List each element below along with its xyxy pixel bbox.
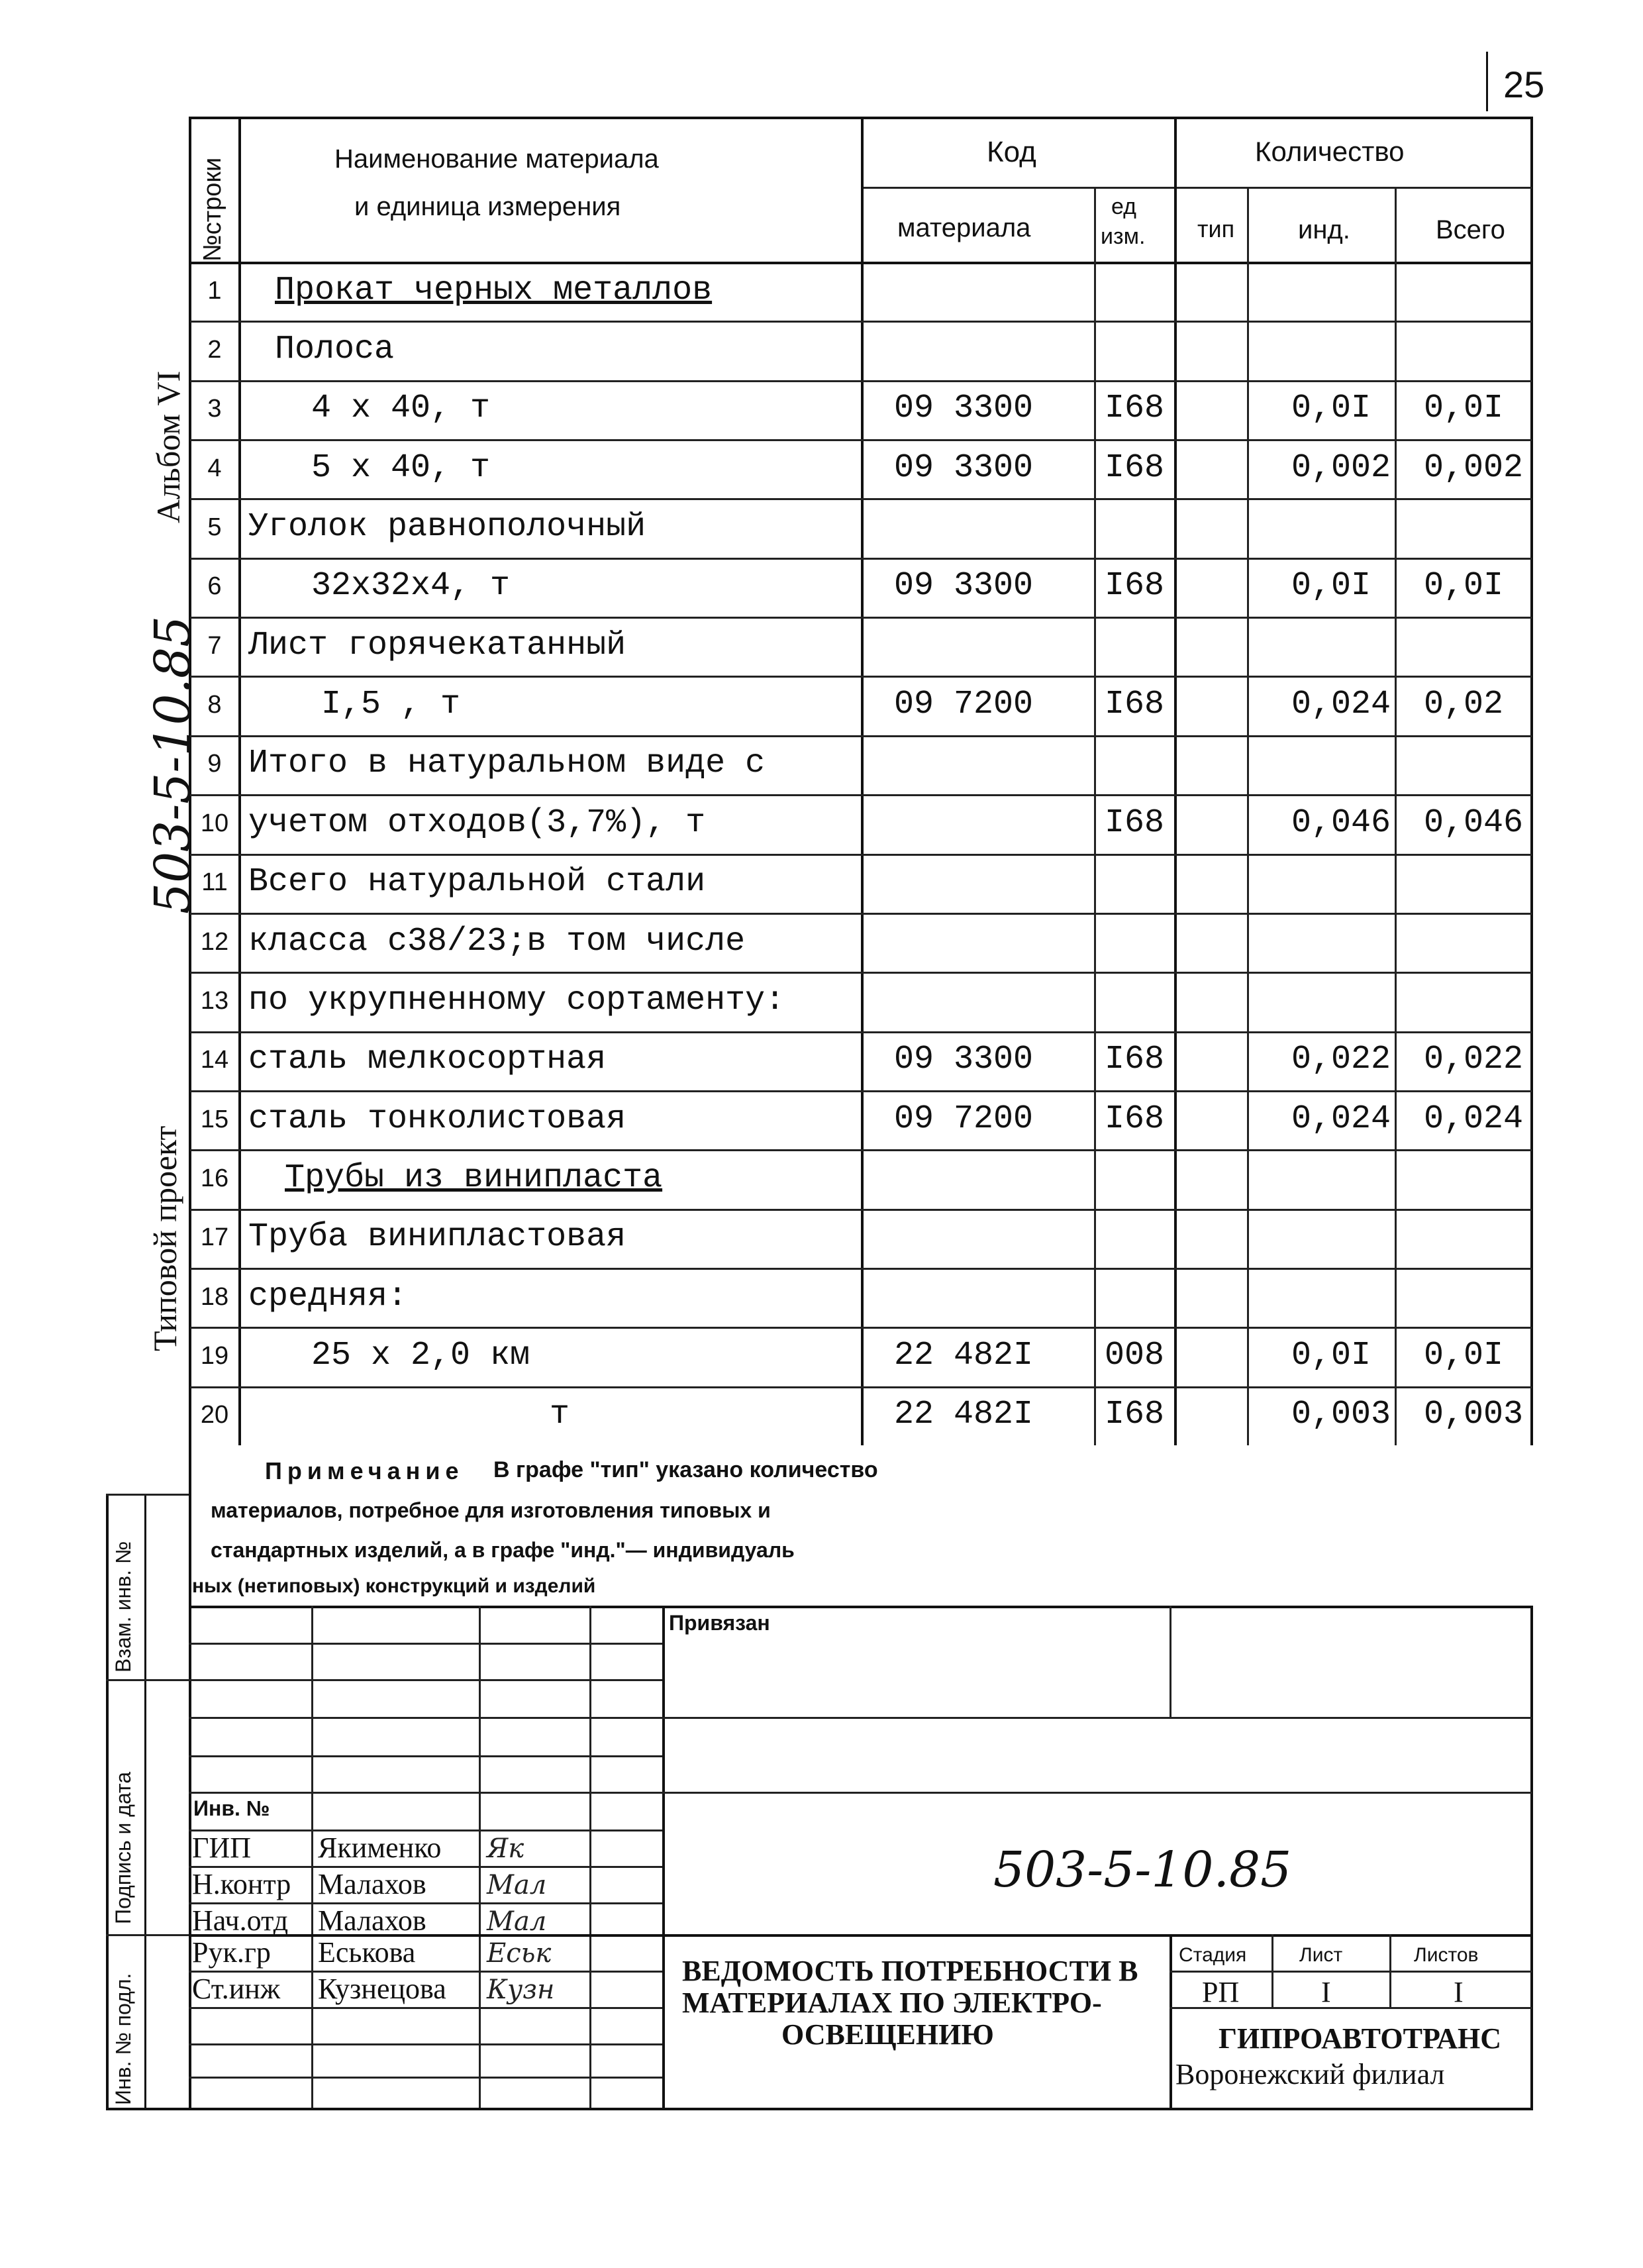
- row-separator: [190, 321, 1532, 323]
- row-separator: [190, 854, 1532, 856]
- vzam-inv-label: Взам. инв. №: [111, 1541, 135, 1673]
- name-header-line1: Наименование материала: [334, 144, 659, 174]
- row-unit: I68: [1105, 567, 1165, 605]
- row-name: 4 х 40, т: [311, 389, 491, 427]
- row-ind: 0,024: [1291, 686, 1391, 723]
- row-separator: [190, 972, 1532, 974]
- staff-signature: Кузн: [487, 1975, 555, 2005]
- row-separator: [190, 1327, 1532, 1329]
- row-separator: [190, 735, 1532, 737]
- row-total: 0,002: [1424, 449, 1524, 487]
- row-name: сталь тонколистовая: [248, 1100, 626, 1138]
- staff-name: Еськова: [318, 1936, 416, 1969]
- row-ind: 0,024: [1291, 1100, 1391, 1138]
- note-line3: стандартных изделий, а в графе "инд."— индивидуаль: [211, 1538, 795, 1562]
- row-name: учетом отходов(3,7%), т: [248, 804, 706, 842]
- staff-role: Н.контр: [192, 1868, 291, 1900]
- staff-name: Якименко: [318, 1831, 442, 1864]
- code-header: Код: [987, 136, 1036, 168]
- row-number: 2: [207, 336, 222, 364]
- row-name: средняя:: [248, 1278, 408, 1315]
- doc-title-line3: ОСВЕЩЕНИЮ: [781, 2018, 994, 2051]
- staff-name: Кузнецова: [318, 1973, 446, 2005]
- row-separator: [190, 794, 1532, 796]
- row-separator: [190, 913, 1532, 915]
- row-number: 3: [207, 395, 222, 423]
- row-total: 0,0I: [1424, 1337, 1504, 1374]
- row-material-code: 09 3300: [894, 1041, 1034, 1078]
- row-total: 0,003: [1424, 1396, 1524, 1433]
- row-total: 0,0I: [1424, 567, 1504, 605]
- row-unit: I68: [1105, 804, 1165, 842]
- row-separator: [190, 1031, 1532, 1033]
- row-number: 1: [207, 277, 222, 305]
- total-header: Всего: [1436, 215, 1505, 244]
- sheet-value: I: [1321, 1976, 1331, 2008]
- ind-header: инд.: [1298, 215, 1350, 244]
- row-total: 0,024: [1424, 1100, 1524, 1138]
- stage-value: РП: [1202, 1976, 1240, 2008]
- row-number: 13: [200, 987, 229, 1015]
- page-number: 25: [1503, 64, 1545, 105]
- staff-role: ГИП: [192, 1831, 251, 1864]
- row-number-header: №строки: [199, 157, 226, 262]
- row-name: класса с38/23;в том числе: [248, 923, 746, 960]
- note-line1: В графе "тип" указано количество: [493, 1457, 878, 1482]
- row-total: 0,0I: [1424, 389, 1504, 427]
- row-separator: [190, 498, 1532, 500]
- staff-role: Ст.инж: [192, 1973, 281, 2005]
- staff-name: Малахов: [318, 1904, 426, 1937]
- row-name: Уголок равнополочный: [248, 508, 646, 546]
- row-unit: I68: [1105, 686, 1165, 723]
- row-separator: [190, 1268, 1532, 1270]
- doc-code: 503-5-10.85: [993, 1841, 1292, 1898]
- material-code-header: материала: [897, 213, 1031, 242]
- name-header-line2: и единица измерения: [354, 192, 621, 221]
- row-separator: [190, 1386, 1532, 1388]
- typical-project-label: Типовой проект: [146, 1125, 183, 1351]
- row-ind: 0,022: [1291, 1041, 1391, 1078]
- album-label: Альбом VI: [150, 370, 187, 523]
- row-name: по укрупненному сортаменту:: [248, 982, 785, 1019]
- row-number: 5: [207, 513, 222, 541]
- staff-signature: Еськ: [487, 1938, 552, 1969]
- row-number: 12: [200, 928, 229, 956]
- staff-signature: Мал: [487, 1870, 547, 1900]
- row-number: 19: [200, 1342, 229, 1370]
- note-title: Примечание: [265, 1457, 464, 1484]
- row-name: сталь мелкосортная: [248, 1041, 607, 1078]
- row-name: Итого в натуральном виде с: [248, 745, 766, 782]
- margin-project-code: 503-5-10.85: [144, 615, 201, 914]
- doc-title-line1: ВЕДОМОСТЬ ПОТРЕБНОСТИ В: [682, 1955, 1138, 1987]
- row-total: 0,046: [1424, 804, 1524, 842]
- row-unit: 008: [1105, 1337, 1165, 1374]
- privyazan-label: Привязан: [669, 1611, 770, 1635]
- row-number: 9: [207, 750, 222, 778]
- row-separator: [190, 1149, 1532, 1151]
- row-number: 14: [200, 1046, 229, 1074]
- org-line2: Воронежский филиал: [1175, 2058, 1445, 2090]
- row-separator: [190, 439, 1532, 441]
- row-material-code: 09 3300: [894, 567, 1034, 605]
- row-ind: 0,0I: [1291, 567, 1371, 605]
- sheets-value: I: [1454, 1976, 1464, 2008]
- row-number: 6: [207, 572, 222, 600]
- row-name: I,5 , т: [321, 686, 461, 723]
- unit-header-line2: изм.: [1101, 224, 1146, 249]
- row-material-code: 09 3300: [894, 449, 1034, 487]
- row-name: Труба винипластовая: [248, 1218, 626, 1256]
- stage-label: Стадия: [1179, 1944, 1247, 1966]
- row-name: Всего натуральной стали: [248, 863, 706, 901]
- row-separator: [190, 1090, 1532, 1092]
- staff-role: Рук.гр: [192, 1936, 271, 1969]
- inv-podl-label: Инв. № подл.: [111, 1973, 135, 2105]
- inv-no-label: Инв. №: [193, 1796, 270, 1820]
- table-right-border: [1530, 117, 1533, 1445]
- row-ind: 0,002: [1291, 449, 1391, 487]
- type-header: тип: [1197, 215, 1235, 242]
- doc-title-line2: МАТЕРИАЛАХ ПО ЭЛЕКТРО-: [682, 1986, 1102, 2019]
- page-number-rule: [1486, 52, 1488, 111]
- note-line4: ных (нетиповых) конструкций и изделий: [192, 1575, 596, 1597]
- row-number: 20: [200, 1401, 229, 1429]
- row-ind: 0,0I: [1291, 389, 1371, 427]
- row-unit: I68: [1105, 1396, 1165, 1433]
- row-separator: [190, 676, 1532, 678]
- row-name: Полоса: [275, 331, 395, 368]
- row-total: 0,022: [1424, 1041, 1524, 1078]
- row-number: 16: [200, 1164, 229, 1192]
- note-line2: материалов, потребное для изготовления типовых и: [211, 1498, 771, 1522]
- row-separator: [190, 380, 1532, 382]
- row-unit: I68: [1105, 389, 1165, 427]
- row-name: т: [550, 1396, 570, 1433]
- row-number: 15: [200, 1106, 229, 1133]
- row-separator: [190, 558, 1532, 560]
- row-separator: [190, 1209, 1532, 1211]
- row-unit: I68: [1105, 1100, 1165, 1138]
- row-number: 17: [200, 1223, 229, 1251]
- row-number: 10: [200, 809, 229, 837]
- quantity-header: Количество: [1255, 136, 1405, 167]
- row-unit: I68: [1105, 1041, 1165, 1078]
- row-number: 18: [200, 1283, 229, 1311]
- staff-name: Малахов: [318, 1868, 426, 1900]
- row-number: 7: [207, 632, 222, 660]
- unit-header-line1: ед: [1111, 194, 1137, 219]
- row-material-code: 09 7200: [894, 686, 1034, 723]
- org-line1: ГИПРОАВТОТРАНС: [1219, 2022, 1502, 2055]
- sheets-label: Листов: [1414, 1944, 1479, 1966]
- row-total: 0,02: [1424, 686, 1504, 723]
- row-material-code: 09 7200: [894, 1100, 1034, 1138]
- row-name: Лист горячекатанный: [248, 627, 626, 664]
- row-number: 4: [207, 454, 222, 482]
- row-name: Прокат черных металлов: [275, 272, 713, 309]
- row-name: Трубы из винипласта: [285, 1159, 663, 1197]
- podpis-data-label: Подпись и дата: [111, 1771, 135, 1924]
- row-ind: 0,003: [1291, 1396, 1391, 1433]
- row-ind: 0,046: [1291, 804, 1391, 842]
- sheet-label: Лист: [1299, 1944, 1343, 1966]
- row-material-code: 22 482I: [894, 1337, 1034, 1374]
- row-material-code: 22 482I: [894, 1396, 1034, 1433]
- row-ind: 0,0I: [1291, 1337, 1371, 1374]
- row-number: 8: [207, 691, 222, 719]
- row-separator: [190, 617, 1532, 619]
- staff-role: Нач.отд: [192, 1904, 289, 1937]
- row-name: 5 х 40, т: [311, 449, 491, 487]
- row-unit: I68: [1105, 449, 1165, 487]
- staff-signature: Як: [487, 1833, 524, 1864]
- row-material-code: 09 3300: [894, 389, 1034, 427]
- row-name: 25 х 2,0 км: [311, 1337, 530, 1374]
- row-name: 32х32х4, т: [311, 567, 511, 605]
- staff-signature: Мал: [487, 1906, 547, 1937]
- row-number: 11: [201, 868, 228, 896]
